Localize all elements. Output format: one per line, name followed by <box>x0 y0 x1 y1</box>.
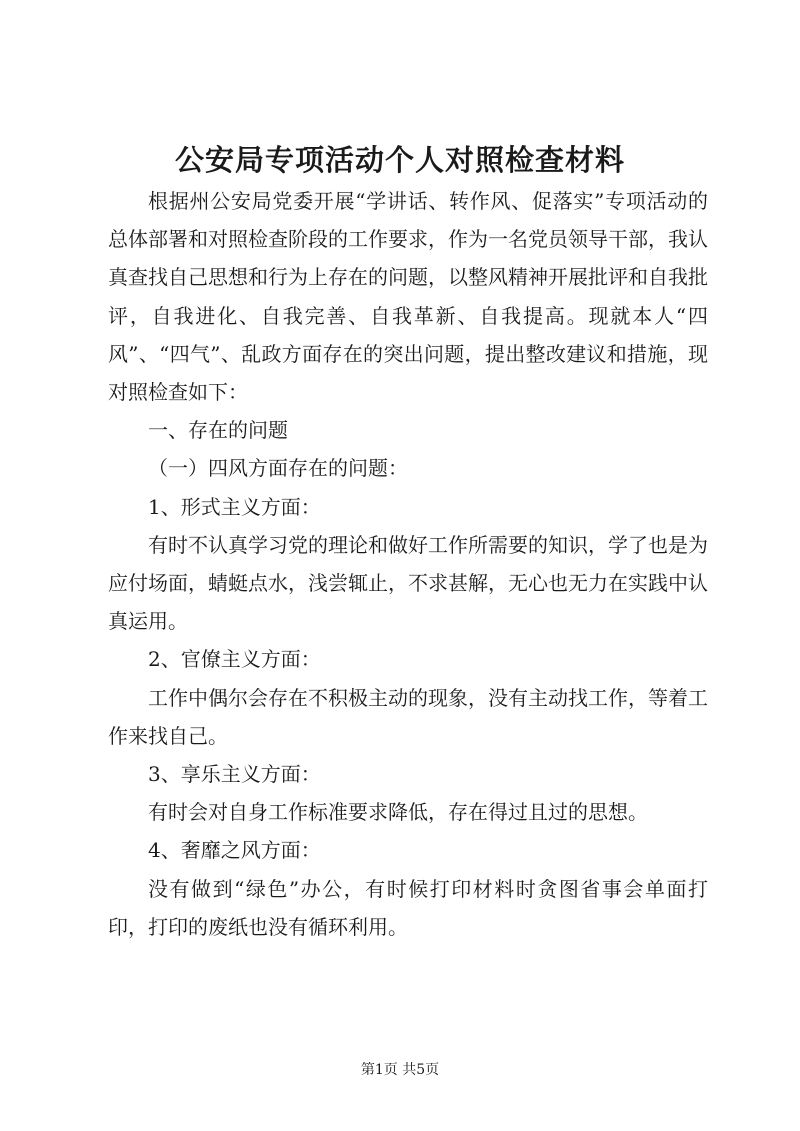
document-body <box>108 182 708 946</box>
item-body-bureaucracy: 工作中偶尔会存在不积极主动的现象，没有主动找工作，等着工作来找自己。 <box>108 685 708 748</box>
intro-paragraph: 根据州公安局党委开展“学讲话、转作风、促落实”专项活动的总体部署和对照检查阶段的工作要求，作为一名党员领导干部，我认真查找自己思想和行为上存在的问题，以整风精神开展批评和自我批评，自我进化、自我完善、自我革新、自我提高。现就本人“四风”、“四气”、乱政方面存在的突出问题，提出整改建议和措施，现对照检查如下： <box>108 189 708 405</box>
section-heading: 一、存在的问题 <box>148 418 288 443</box>
item-body-formalism: 有时不认真学习党的理论和做好工作所需要的知识，学了也是为应付场面，蜻蜓点水，浅尝辄止，不求甚解，无心也无力在实践中认真运用。 <box>108 532 708 634</box>
item-body-hedonism: 有时会对自身工作标准要求降低，存在得过且过的思想。 <box>148 800 648 825</box>
item-heading-bureaucracy: 2、官僚主义方面： <box>148 647 321 672</box>
item-body-extravagance: 没有做到“绿色”办公，有时候打印材料时贪图省事会单面打印，打印的废纸也没有循环利用。 <box>108 876 708 939</box>
page-number-footer: 第1页 共5页 <box>360 1062 440 1078</box>
document-title: 公安局专项活动个人对照检查材料 <box>174 143 625 177</box>
item-heading-extravagance: 4、奢靡之风方面： <box>148 838 321 863</box>
item-heading-formalism: 1、形式主义方面： <box>148 494 321 519</box>
subsection-heading: （一）四风方面存在的问题： <box>148 456 408 481</box>
item-heading-hedonism: 3、享乐主义方面： <box>148 762 321 787</box>
